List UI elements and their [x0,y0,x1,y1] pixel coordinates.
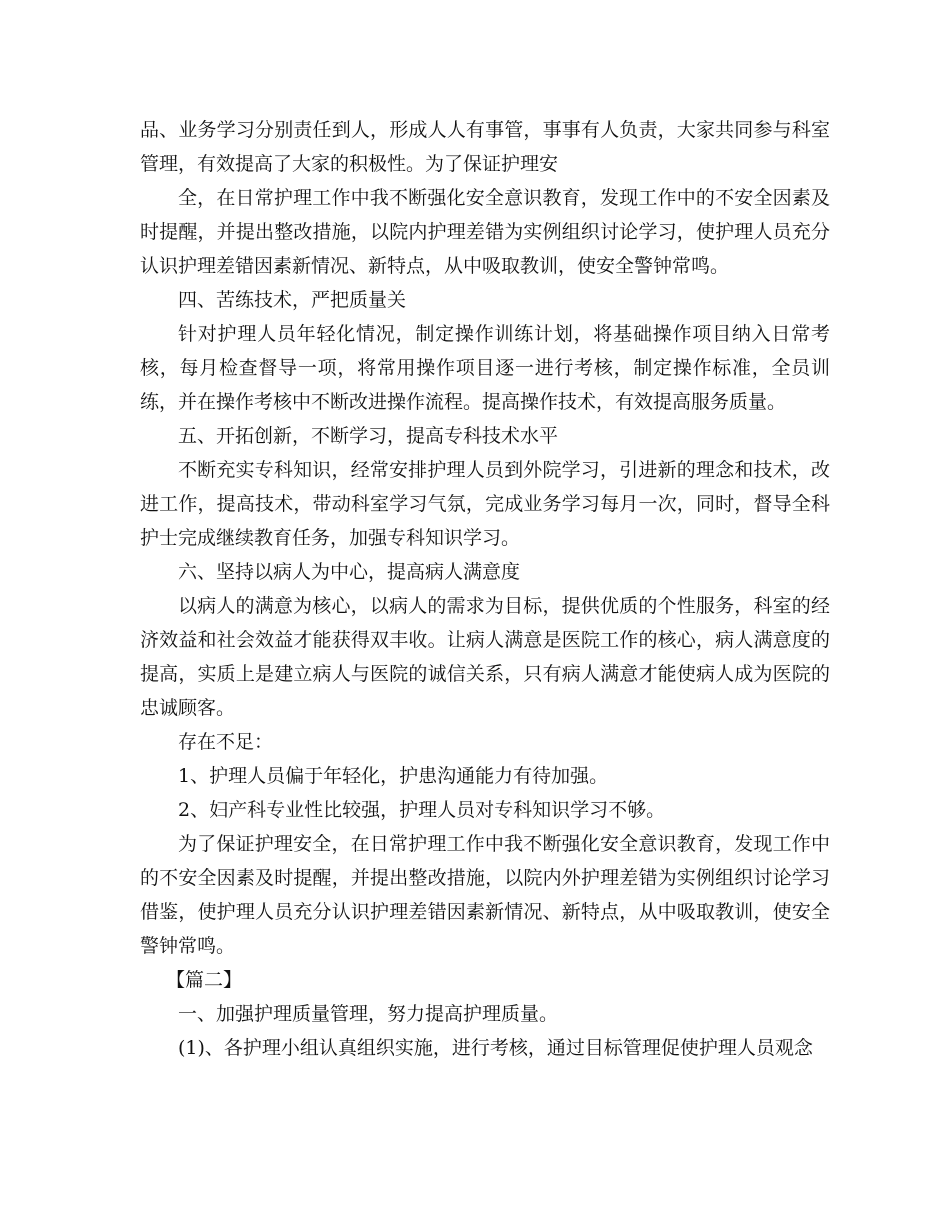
paragraph-specialty-learning: 不断充实专科知识，经常安排护理人员到外院学习，引进新的理念和技术，改进工作，提高技术，带动科室学习气氛，完成业务学习每月一次，同时，督导全科护士完成继续教育任务，加强专科知识学习。 [140,459,830,549]
heading-section-six: 六、坚持以病人为中心，提高病人满意度 [178,561,521,583]
paragraph-patient-satisfaction: 以病人的满意为核心，以病人的需求为目标，提供优质的个性服务，科室的经济效益和社会效益才能获得双丰收。让病人满意是医院工作的核心，病人满意度的提高，实质上是建立病人与医院的诚信关系，只有病人满意才能使病人成为医院的忠诚顾客。 [140,595,830,719]
paragraph-safety-education: 全，在日常护理工作中我不断强化安全意识教育，发现工作中的不安全因素及时提醒，并提出整改措施，以院内护理差错为实例组织讨论学习，使护理人员充分认识护理差错因素新情况、新特点，从中吸取教训，使安全警钟常鸣。 [140,187,830,277]
heading-part-two: 【篇二】 [166,969,243,991]
heading-section-five: 五、开拓创新，不断学习，提高专科技术水平 [178,425,559,447]
document-body [140,113,830,1065]
paragraph-skill-training: 针对护理人员年轻化情况，制定操作训练计划，将基础操作项目纳入日常考核，每月检查督导一项，将常用操作项目逐一进行考核，制定操作标准，全员训练，并在操作考核中不断改进操作流程。提高操作技术，有效提高服务质量。 [140,323,830,413]
paragraph-safety-summary: 为了保证护理安全，在日常护理工作中我不断强化安全意识教育，发现工作中的不安全因素及时提醒，并提出整改措施，以院内外护理差错为实例组织讨论学习借鉴，使护理人员充分认识护理差错因素新情况、新特点，从中吸取教训，使安全警钟常鸣。 [140,833,830,957]
heading-shortcomings: 存在不足： [178,731,274,753]
paragraph-quality-item-1: (1)、各护理小组认真组织实施，进行考核，通过目标管理促使护理人员观念 [178,1037,813,1059]
heading-section-four: 四、苦练技术，严把质量关 [178,289,407,311]
heading-quality-management: 一、加强护理质量管理，努力提高护理质量。 [178,1003,559,1025]
list-item-shortcoming-2: 2、妇产科专业性比较强，护理人员对专科知识学习不够。 [178,799,666,821]
paragraph-continuation: 品、业务学习分别责任到人，形成人人有事管，事事有人负责，大家共同参与科室管理，有效提高了大家的积极性。为了保证护理安 [140,119,830,175]
list-item-shortcoming-1: 1、护理人员偏于年轻化，护患沟通能力有待加强。 [178,765,609,787]
